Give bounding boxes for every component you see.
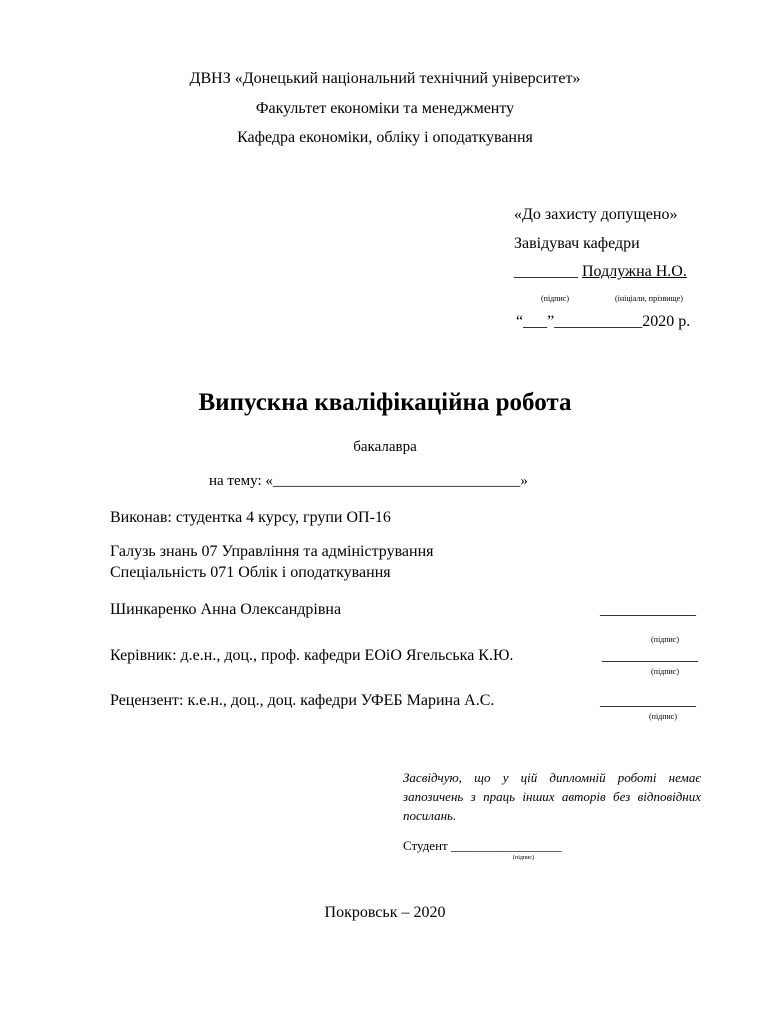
reviewer-sign-caption: (підпис) [649, 712, 678, 721]
performed-by: Виконав: студентка 4 курсу, групи ОП-16 [110, 509, 391, 526]
student-sign-caption: (підпис) [651, 635, 680, 644]
head-label: Завідувач кафедри [514, 235, 640, 252]
head-signature-row [514, 263, 687, 281]
head-name-caption: (ініціали, прізвище) [615, 294, 683, 303]
head-sign-line: ________ [514, 263, 578, 280]
reviewer-sign-line: ____________ [600, 692, 696, 709]
admitted-label: «До захисту допущено» [514, 206, 678, 223]
head-name: Подлужна Н.О. [582, 263, 687, 280]
declaration-text: Засвідчую, що у цій дипломній роботі немає запозичень з праць інших авторів без відповідних посилань. [403, 770, 701, 823]
declaration-student-line: _________________ [450, 838, 562, 853]
declaration-sign-caption: (підпис) [513, 855, 535, 861]
topic-close: » [520, 473, 528, 489]
degree-label: бакалавра [353, 439, 417, 455]
topic-label: на тему: « [209, 473, 273, 489]
department-name: Кафедра економіки, обліку і оподаткування [237, 129, 533, 146]
approval-date: “___”___________2020 р. [516, 313, 691, 330]
reviewer: Рецензент: к.е.н., доц., доц. кафедри УФЕБ Марина А.С. [110, 692, 495, 709]
supervisor: Керівник: д.е.н., доц., проф. кафедри ЕОіО Ягельська К.Ю. [110, 647, 514, 664]
supervisor-sign-caption: (підпис) [651, 667, 680, 676]
field-of-knowledge: Галузь знань 07 Управління та адміністрування [110, 543, 434, 560]
head-sign-caption: (підпис) [541, 294, 570, 303]
student-sign-line: ____________ [600, 601, 696, 618]
document-title: Випускна кваліфікаційна робота [198, 389, 572, 416]
topic-line: _________________________________ [272, 473, 521, 489]
student-name: Шинкаренко Анна Олександрівна [110, 601, 342, 618]
supervisor-sign-line: ____________ [602, 647, 698, 664]
university-name: ДВНЗ «Донецький національний технічний університет» [189, 70, 581, 87]
declaration-student-label: Студент [403, 838, 448, 853]
topic-row [209, 473, 528, 490]
declaration-student-row [403, 838, 561, 854]
city-year: Покровськ – 2020 [324, 904, 446, 921]
specialty: Спеціальність 071 Облік і оподаткування [110, 564, 391, 581]
faculty-name: Факультет економіки та менеджменту [255, 100, 515, 117]
